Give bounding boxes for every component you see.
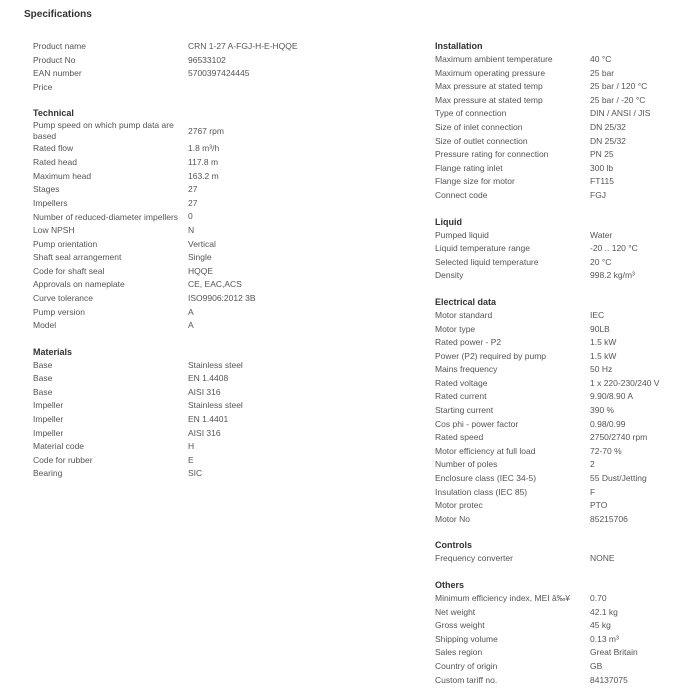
spec-row bbox=[435, 445, 697, 459]
spec-value: 90LB bbox=[590, 323, 610, 334]
left-column bbox=[33, 40, 413, 494]
spec-row bbox=[435, 189, 697, 203]
spec-label: Motor efficiency at full load bbox=[435, 445, 536, 456]
spec-row bbox=[435, 619, 697, 633]
spec-row bbox=[33, 210, 413, 224]
section-general bbox=[33, 40, 413, 94]
spec-row bbox=[33, 265, 413, 279]
spec-row bbox=[33, 197, 413, 211]
spec-value: 0.70 bbox=[590, 593, 607, 603]
spec-row bbox=[33, 238, 413, 252]
spec-label: EAN number bbox=[33, 68, 82, 79]
spec-label: Curve tolerance bbox=[33, 292, 94, 303]
spec-value: 50 Hz bbox=[590, 364, 613, 375]
spec-row bbox=[33, 372, 413, 386]
section-title: Electrical data bbox=[435, 296, 497, 307]
section-title: Technical bbox=[33, 108, 74, 119]
spec-value: 9.90/8.90 A bbox=[590, 391, 634, 402]
spec-value: A bbox=[188, 320, 194, 331]
spec-label: Shaft seal arrangement bbox=[33, 252, 122, 263]
spec-value: ISO9906:2012 3B bbox=[188, 292, 256, 303]
spec-label: Motor standard bbox=[435, 309, 493, 320]
spec-row bbox=[435, 646, 697, 660]
spec-value: 390 % bbox=[590, 405, 615, 416]
spec-value: EN 1.4408 bbox=[188, 373, 229, 384]
spec-value: AISI 316 bbox=[188, 427, 221, 438]
spec-row bbox=[33, 54, 413, 68]
spec-row bbox=[33, 81, 413, 95]
spec-label: Frequency converter bbox=[435, 553, 513, 564]
spec-row bbox=[435, 552, 697, 566]
spec-value bbox=[188, 81, 413, 95]
spec-value: 27 bbox=[188, 197, 198, 208]
spec-row bbox=[33, 467, 413, 481]
spec-value: 1.8 m³/h bbox=[188, 143, 220, 154]
spec-row bbox=[435, 94, 697, 108]
spec-row bbox=[435, 256, 697, 270]
spec-value: SIC bbox=[188, 468, 203, 479]
spec-value: Stainless steel bbox=[188, 400, 243, 411]
spec-label: Impellers bbox=[33, 197, 68, 208]
spec-label: Sales region bbox=[435, 647, 483, 658]
spec-row bbox=[435, 350, 697, 364]
spec-value: 40 °C bbox=[590, 54, 612, 64]
spec-row bbox=[33, 306, 413, 320]
spec-value: 300 lb bbox=[590, 162, 614, 173]
spec-row bbox=[33, 156, 413, 170]
spec-value: 0 bbox=[188, 211, 193, 222]
spec-row bbox=[33, 170, 413, 184]
section-electrical-data bbox=[435, 296, 697, 527]
spec-label: Price bbox=[33, 81, 53, 92]
right-column bbox=[435, 40, 697, 700]
spec-value: PTO bbox=[590, 500, 608, 511]
spec-label: Rated flow bbox=[33, 143, 74, 154]
section-liquid bbox=[435, 216, 697, 283]
spec-label: Liquid temperature range bbox=[435, 243, 530, 254]
spec-row bbox=[435, 674, 697, 688]
spec-label: Insulation class (IEC 85) bbox=[435, 486, 528, 497]
spec-value: 42.1 kg bbox=[590, 606, 618, 617]
spec-label: Connect code bbox=[435, 189, 488, 200]
spec-value: 1.5 kW bbox=[590, 337, 617, 348]
spec-row bbox=[33, 120, 413, 142]
spec-row bbox=[435, 269, 697, 283]
section-title: Installation bbox=[435, 41, 483, 51]
spec-value: 45 kg bbox=[590, 620, 611, 631]
spec-value: 84137075 bbox=[590, 674, 628, 685]
spec-row bbox=[33, 292, 413, 306]
spec-value: Great Britain bbox=[590, 647, 638, 658]
spec-row bbox=[435, 377, 697, 391]
section-title: Controls bbox=[435, 540, 472, 551]
spec-label: Size of outlet connection bbox=[435, 135, 528, 146]
spec-label: Minimum efficiency index, MEI â‰¥ bbox=[435, 593, 570, 603]
spec-value: 20 °C bbox=[590, 256, 612, 267]
spec-value: A bbox=[188, 306, 194, 317]
spec-value: 2 bbox=[590, 459, 595, 470]
spec-value: E bbox=[188, 454, 194, 465]
spec-value: AISI 316 bbox=[188, 386, 221, 397]
spec-row bbox=[435, 633, 697, 647]
spec-label: Motor No bbox=[435, 513, 470, 524]
spec-label: Approvals on nameplate bbox=[33, 279, 125, 290]
spec-label: Mains frequency bbox=[435, 364, 498, 375]
spec-value: 25 bar / -20 °C bbox=[590, 94, 646, 105]
spec-label: Gross weight bbox=[435, 620, 485, 631]
spec-label: Pump version bbox=[33, 306, 85, 317]
spec-value: Single bbox=[188, 252, 212, 263]
section-title: Others bbox=[435, 580, 465, 590]
spec-row bbox=[33, 359, 413, 373]
spec-value: EN 1.4401 bbox=[188, 414, 229, 425]
spec-row bbox=[435, 107, 697, 121]
spec-row bbox=[33, 67, 413, 81]
spec-value: PN 25 bbox=[590, 149, 614, 160]
spec-value: 25 bar / 120 °C bbox=[590, 81, 648, 92]
spec-value: 72-70 % bbox=[590, 445, 622, 456]
spec-value: 1 x 220-230/240 V bbox=[590, 377, 660, 388]
spec-label: Maximum operating pressure bbox=[435, 67, 546, 78]
spec-value: NONE bbox=[590, 553, 615, 564]
section-others bbox=[435, 579, 697, 687]
spec-label: Cos phi - power factor bbox=[435, 418, 519, 429]
spec-row bbox=[33, 386, 413, 400]
spec-row bbox=[435, 121, 697, 135]
spec-row bbox=[33, 278, 413, 292]
spec-label: Maximum ambient temperature bbox=[435, 54, 553, 64]
spec-value: 5700397424445 bbox=[188, 68, 250, 79]
spec-label: Pressure rating for connection bbox=[435, 149, 549, 160]
spec-row bbox=[33, 183, 413, 197]
spec-row bbox=[435, 323, 697, 337]
spec-value: CE, EAC,ACS bbox=[188, 279, 242, 290]
spec-label: Base bbox=[33, 373, 53, 384]
spec-label: Base bbox=[33, 386, 53, 397]
spec-label: Rated speed bbox=[435, 432, 484, 443]
spec-label: Motor protec bbox=[435, 500, 483, 511]
spec-value: 0.98/0.99 bbox=[590, 418, 626, 429]
spec-row bbox=[435, 472, 697, 486]
section-materials bbox=[33, 346, 413, 481]
spec-label: Size of inlet connection bbox=[435, 121, 523, 132]
spec-value: 55 Dust/Jetting bbox=[590, 473, 647, 484]
spec-label: Model bbox=[33, 320, 57, 331]
spec-label: Net weight bbox=[435, 606, 476, 617]
spec-row bbox=[435, 162, 697, 176]
spec-label: Flange rating inlet bbox=[435, 162, 503, 173]
spec-value: Stainless steel bbox=[188, 359, 243, 370]
spec-row bbox=[33, 319, 413, 333]
spec-row bbox=[435, 175, 697, 189]
spec-label: Number of reduced-diameter impellers bbox=[33, 211, 179, 222]
spec-label: Pumped liquid bbox=[435, 229, 489, 240]
spec-label: Power (P2) required by pump bbox=[435, 350, 547, 361]
spec-row bbox=[435, 458, 697, 472]
spec-row bbox=[435, 336, 697, 350]
spec-row bbox=[435, 513, 697, 527]
spec-value: -20 .. 120 °C bbox=[590, 243, 638, 254]
spec-row bbox=[435, 363, 697, 377]
section-title: Liquid bbox=[435, 216, 462, 227]
page-title: Specifications bbox=[24, 9, 92, 20]
spec-value: GB bbox=[590, 660, 603, 671]
spec-label: Pump speed on which pump data are based bbox=[33, 120, 174, 142]
spec-row bbox=[435, 486, 697, 500]
section-installation bbox=[435, 40, 697, 203]
spec-row bbox=[435, 242, 697, 256]
spec-row bbox=[435, 309, 697, 323]
spec-value: Vertical bbox=[188, 238, 216, 249]
spec-label: Base bbox=[33, 359, 53, 370]
spec-row bbox=[33, 224, 413, 238]
spec-label: Stages bbox=[33, 184, 60, 195]
spec-label: Rated power - P2 bbox=[435, 337, 502, 348]
spec-label: Max pressure at stated temp bbox=[435, 94, 543, 105]
spec-label: Maximum head bbox=[33, 170, 92, 181]
section-title: Materials bbox=[33, 346, 73, 357]
spec-label: Density bbox=[435, 270, 464, 281]
spec-value: F bbox=[590, 486, 596, 497]
spec-label: Number of poles bbox=[435, 459, 498, 470]
spec-row bbox=[435, 418, 697, 432]
spec-label: Enclosure class (IEC 34-5) bbox=[435, 473, 537, 484]
section-technical bbox=[33, 107, 413, 332]
spec-label: Rated voltage bbox=[435, 377, 488, 388]
spec-label: Code for shaft seal bbox=[33, 265, 105, 276]
spec-row bbox=[435, 67, 697, 81]
spec-value: 2767 rpm bbox=[188, 125, 224, 136]
spec-value: CRN 1-27 A-FGJ-H-E-HQQE bbox=[188, 41, 298, 51]
spec-label: Shipping volume bbox=[435, 633, 498, 644]
spec-row bbox=[33, 399, 413, 413]
spec-row bbox=[33, 413, 413, 427]
spec-value: HQQE bbox=[188, 265, 214, 276]
spec-label: Impeller bbox=[33, 400, 64, 411]
spec-label: Material code bbox=[33, 441, 85, 452]
spec-value: Water bbox=[590, 229, 613, 240]
spec-row bbox=[435, 229, 697, 243]
spec-value: DN 25/32 bbox=[590, 135, 626, 146]
spec-value-link[interactable]: 85215706 bbox=[590, 513, 628, 524]
spec-row bbox=[435, 499, 697, 513]
spec-value: 96533102 bbox=[188, 54, 226, 65]
spec-value: DN 25/32 bbox=[590, 121, 626, 132]
spec-value: 0.13 m³ bbox=[590, 633, 619, 644]
spec-value: 27 bbox=[188, 184, 198, 195]
spec-value: H bbox=[188, 441, 195, 452]
spec-row bbox=[435, 431, 697, 445]
spec-label: Type of connection bbox=[435, 108, 507, 119]
spec-label: Pump orientation bbox=[33, 238, 98, 249]
spec-row bbox=[33, 440, 413, 454]
spec-label: Code for rubber bbox=[33, 454, 93, 465]
spec-row bbox=[33, 142, 413, 156]
spec-label: Impeller bbox=[33, 427, 64, 438]
spec-label: Rated head bbox=[33, 156, 77, 167]
spec-row bbox=[435, 390, 697, 404]
spec-row bbox=[435, 592, 697, 606]
spec-value: 163.2 m bbox=[188, 170, 219, 181]
spec-value: 1.5 kW bbox=[590, 350, 617, 361]
spec-label: Starting current bbox=[435, 405, 494, 416]
spec-value: FGJ bbox=[590, 189, 607, 200]
spec-row bbox=[435, 148, 697, 162]
spec-row bbox=[435, 606, 697, 620]
spec-label: Country of origin bbox=[435, 660, 498, 671]
spec-label: Product name bbox=[33, 41, 86, 51]
spec-value: 998.2 kg/m³ bbox=[590, 270, 635, 281]
spec-label: Rated current bbox=[435, 391, 487, 402]
spec-label: Max pressure at stated temp bbox=[435, 81, 543, 92]
spec-row bbox=[435, 660, 697, 674]
spec-row bbox=[435, 53, 697, 67]
spec-value: FT115 bbox=[590, 176, 614, 187]
spec-value: 25 bar bbox=[590, 67, 615, 78]
spec-row bbox=[33, 454, 413, 468]
spec-label: Flange size for motor bbox=[435, 176, 515, 187]
spec-row bbox=[435, 135, 697, 149]
spec-row bbox=[33, 40, 413, 54]
spec-label: Motor type bbox=[435, 323, 476, 334]
spec-value: DIN / ANSI / JIS bbox=[590, 108, 651, 119]
spec-row bbox=[33, 427, 413, 441]
section-controls bbox=[435, 539, 697, 566]
spec-value: 117.8 m bbox=[188, 156, 219, 167]
spec-label: Bearing bbox=[33, 468, 63, 479]
spec-label: Low NPSH bbox=[33, 224, 75, 235]
spec-value: 2750/2740 rpm bbox=[590, 432, 648, 443]
spec-label: Custom tariff no. bbox=[435, 674, 498, 685]
spec-label: Selected liquid temperature bbox=[435, 256, 539, 267]
spec-row bbox=[435, 404, 697, 418]
spec-value: IEC bbox=[590, 309, 605, 320]
spec-row bbox=[33, 251, 413, 265]
spec-label: Impeller bbox=[33, 414, 64, 425]
spec-row bbox=[435, 80, 697, 94]
spec-label: Product No bbox=[33, 54, 76, 65]
spec-value: N bbox=[188, 224, 195, 235]
